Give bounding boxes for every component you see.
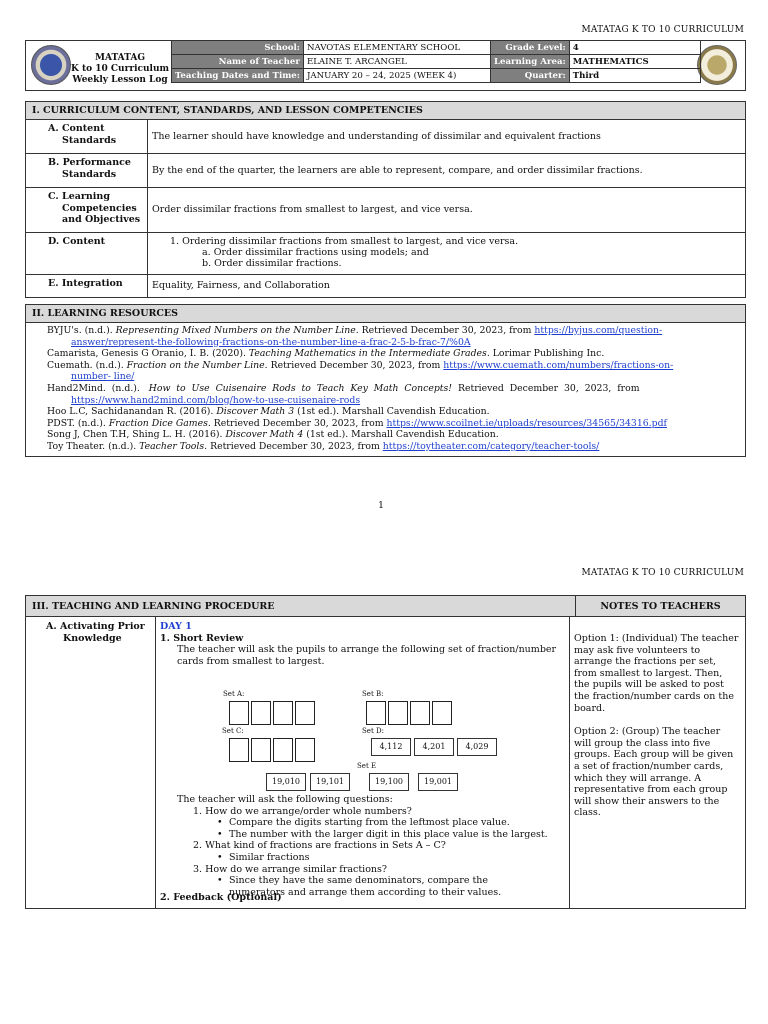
reference-item: Camarista, Genesis G Oranio, I. B. (2020). Teaching Mathematics in the Intermediate Grades. Lorimar Publishing Inc.: [47, 348, 605, 360]
area-value: MATHEMATICS: [569, 55, 700, 69]
reference-item: Toy Theater. (n.d.). Teacher Tools. Retrieved December 30, 2023, from https://toytheater.com/category/teacher-tools/: [47, 440, 600, 452]
activity-title: 1. Short Review: [160, 632, 244, 644]
reference-item: Hand2Mind. (n.d.). How to Use Cuisenaire Rods to Teach Key Math Concepts! Retrieved December 30, 2023, from: [47, 382, 640, 394]
fraction-card: [366, 701, 386, 725]
note-option-1: Option 1: (Individual) The teacher may ask five volunteers to arrange the fractions per set, from smallest to largest. Then, the pupils will be asked to post the fraction/number cards on the board.: [574, 633, 739, 714]
reference-link[interactable]: number- line/: [71, 371, 135, 383]
fraction-card: [251, 701, 271, 725]
section-teaching-procedure: [25, 595, 746, 909]
school-value: NAVOTAS ELEMENTARY SCHOOL: [303, 41, 490, 55]
set-b-label: Set B:: [362, 690, 384, 698]
procedure-content: [160, 621, 566, 667]
section-header-row: [26, 596, 745, 617]
section-title: I. CURRICULUM CONTENT, STANDARDS, AND LESSON COMPETENCIES: [26, 102, 745, 120]
row-value: Equality, Fairness, and Collaboration: [152, 280, 330, 292]
day-label: DAY 1: [160, 621, 192, 632]
section-learning-resources: [25, 304, 746, 457]
number-card: 19,100: [369, 773, 409, 791]
quarter-value: Third: [569, 69, 700, 83]
teacher-value: ELAINE T. ARCANGEL: [303, 55, 490, 69]
row-label: C. Learning Competencies and Objectives: [26, 188, 148, 232]
dates-label: Teaching Dates and Time:: [172, 69, 304, 83]
reference-link[interactable]: https://byjus.com/question-: [534, 325, 663, 336]
number-card: 19,001: [418, 773, 458, 791]
reference-item: Song J, Chen T.H, Shing L. H. (2016). Discover Math 4 (1st ed.). Marshall Cavendish Education.: [47, 429, 499, 441]
grade-value: 4: [569, 41, 700, 55]
info-grid: [171, 40, 701, 83]
fraction-card: [229, 738, 249, 762]
set-a-label: Set A:: [223, 690, 245, 698]
reference-link[interactable]: https://toytheater.com/category/teacher-tools/: [382, 440, 600, 452]
procedure-body: [26, 617, 745, 908]
set-c-label: Set C:: [222, 727, 244, 735]
questions-block: The teacher will ask the following questions: 1. How do we arrange/order whole numbers? • Compare the digits starting from the leftmost place value. • The number with the larger digit in this place value is the largest. 2. What kind of fractions are fractions in Sets A – C? • Similar fractions 3. How do we arrange similar fractions? • Since they have the same denominators, compare the numerators and arrange them according to their values.: [177, 794, 548, 898]
reference-item: PDST. (n.d.). Fraction Dice Games. Retrieved December 30, 2023, from https://www.scoilnet.ie/uploads/resources/34565/34316.pdf: [47, 417, 667, 429]
integration-row: [26, 275, 745, 297]
curriculum-header: MATATAG K TO 10 CURRICULUM: [581, 568, 744, 578]
fraction-card: [432, 701, 452, 725]
fraction-card: [295, 701, 315, 725]
grade-label: Grade Level:: [490, 41, 569, 55]
fraction-card: [388, 701, 408, 725]
set-d-label: Set D:: [362, 727, 384, 735]
set-e-label: Set E: [357, 762, 377, 770]
reference-item: Cuemath. (n.d.). Fraction on the Number Line. Retrieved December 30, 2023, from https://www.cuemath.com/numbers/fractions-on-: [47, 359, 674, 371]
number-card: 4,201: [414, 738, 454, 756]
performance-standards-row: [26, 154, 745, 188]
page-number: 1: [378, 500, 385, 511]
fraction-card: [251, 738, 271, 762]
reference-link[interactable]: https://www.scoilnet.ie/uploads/resources/34565/34316.pdf: [386, 417, 667, 429]
fraction-card: [229, 701, 249, 725]
row-label: A. Content Standards: [26, 120, 148, 153]
school-seal-icon: [697, 45, 737, 85]
section-title: II. LEARNING RESOURCES: [26, 305, 745, 323]
reference-link[interactable]: https://www.hand2mind.com/blog/how-to-use-cuisenaire-rods: [71, 394, 361, 406]
activity-intro: The teacher will ask the pupils to arrange the following set of fraction/number cards from smallest to largest.: [177, 644, 557, 667]
number-card: 4,112: [371, 738, 411, 756]
row-value: By the end of the quarter, the learners are able to represent, compare, and order dissimilar fractions.: [152, 164, 643, 176]
teacher-label: Name of Teacher: [172, 55, 304, 69]
fraction-card: [273, 701, 293, 725]
dates-value: JANUARY 20 – 24, 2025 (WEEK 4): [303, 69, 490, 83]
row-value: 1. Ordering dissimilar fractions from smallest to largest, and vice versa. a. Order dissimilar fractions using models; and b. Order dissimilar fractions.: [170, 236, 519, 270]
reference-link[interactable]: https://www.cuemath.com/numbers/fractions-on-: [443, 359, 674, 371]
row-value: The learner should have knowledge and understanding of dissimilar and equivalent fractions: [152, 130, 601, 142]
row-label: B. Performance Standards: [26, 154, 148, 187]
note-option-2: Option 2: (Group) The teacher will group the class into five groups. Each group will be given a set of fraction/number cards, which they will arrange. A representative from each group will show their answers to the class.: [574, 726, 734, 819]
number-card: 19,010: [266, 773, 306, 791]
reference-item: BYJU's. (n.d.). Representing Mixed Numbers on the Number Line. Retrieved December 30, 2023, from https://byjus.com/question-: [47, 325, 663, 336]
document-title: MATATAG K to 10 Curriculum Weekly Lesson Log: [70, 53, 170, 85]
section-title: III. TEACHING AND LEARNING PROCEDURE: [26, 596, 576, 616]
number-card: 4,029: [457, 738, 497, 756]
section-curriculum-content: [25, 101, 746, 298]
resources-list: [26, 323, 745, 456]
quarter-label: Quarter:: [490, 69, 569, 83]
fraction-card: [410, 701, 430, 725]
row-label: A. Activating Prior Knowledge: [46, 621, 145, 644]
deped-seal-icon: [31, 45, 71, 85]
reference-link[interactable]: answer/represent-the-following-fractions-on-the-number-line-a-frac-2-5-b-frac-7/%0A: [71, 336, 471, 348]
notes-title: NOTES TO TEACHERS: [600, 600, 721, 612]
reference-item: Hoo L.C, Sachidanandan R. (2016). Discover Math 3 (1st ed.). Marshall Cavendish Education.: [47, 406, 490, 418]
competencies-row: [26, 188, 745, 233]
fraction-card: [273, 738, 293, 762]
row-label: D. Content: [26, 233, 148, 274]
row-value: Order dissimilar fractions from smallest to largest, and vice versa.: [152, 204, 473, 216]
school-label: School:: [172, 41, 304, 55]
area-label: Learning Area:: [490, 55, 569, 69]
feedback-title: 2. Feedback (Optional): [160, 892, 282, 903]
row-label: E. Integration: [26, 275, 148, 297]
content-row: [26, 233, 745, 275]
content-standards-row: [26, 120, 745, 154]
number-card: 19,101: [310, 773, 350, 791]
notes-content: [574, 633, 740, 819]
curriculum-header: MATATAG K TO 10 CURRICULUM: [581, 25, 744, 35]
fraction-card: [295, 738, 315, 762]
